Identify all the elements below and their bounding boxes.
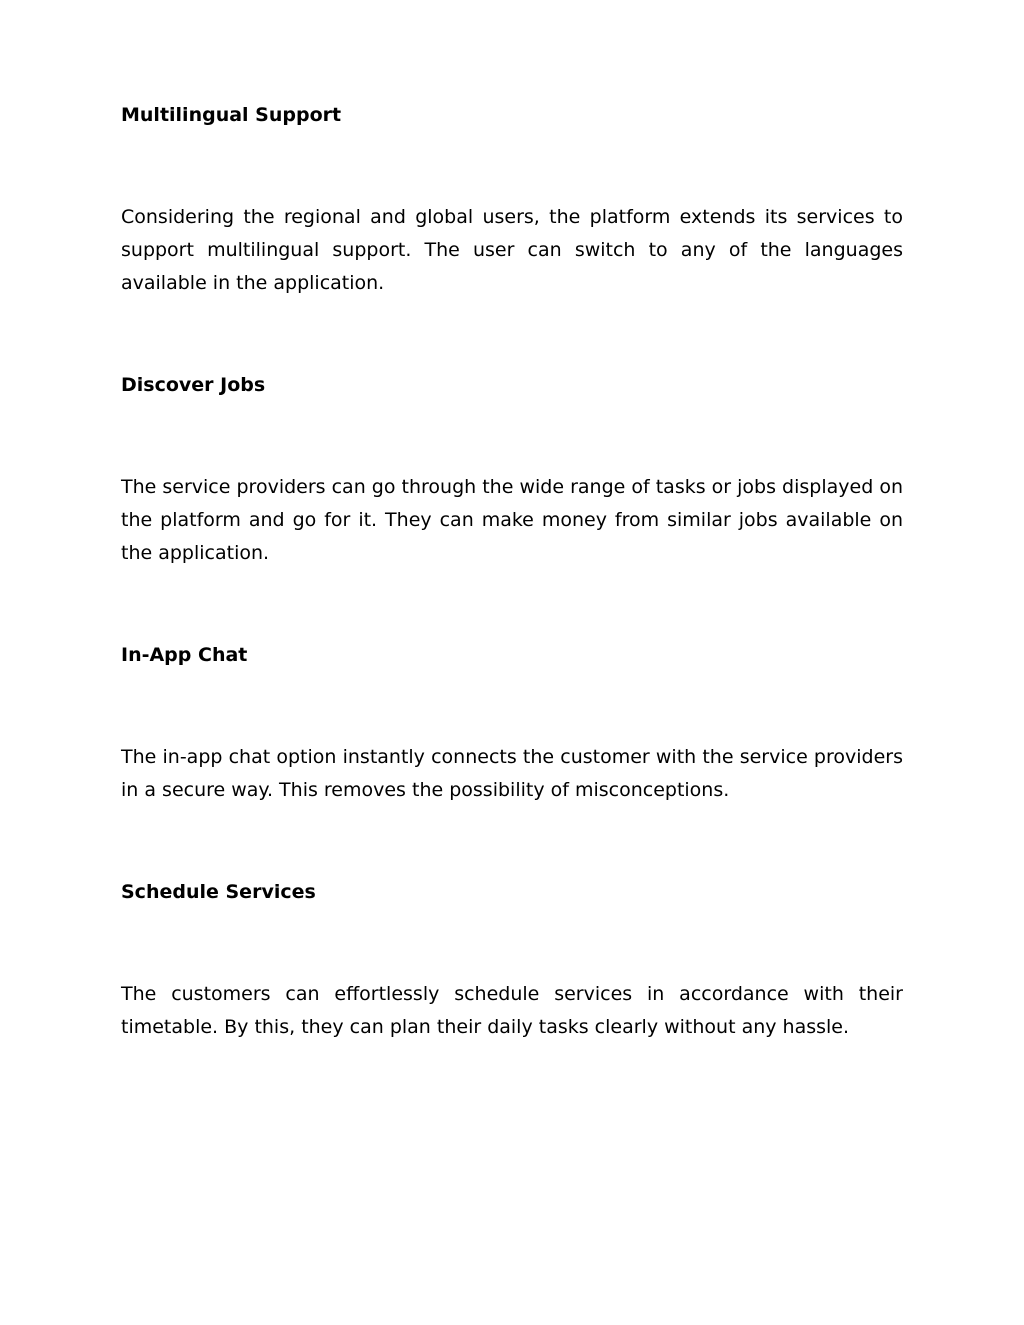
section-heading-discover-jobs: Discover Jobs [121, 374, 266, 396]
section-body-multilingual-support: Considering the regional and global users, the platform extends its services to support multilingual support. The user can switch to any of the languages available in the application. [121, 206, 903, 294]
section-heading-multilingual-support: Multilingual Support [121, 104, 342, 126]
section-body-discover-jobs: The service providers can go through the wide range of tasks or jobs displayed on the platform and go for it. They can make money from similar jobs available on the application. [121, 476, 903, 564]
section-heading-schedule-services: Schedule Services [121, 881, 316, 903]
section-body-in-app-chat: The in-app chat option instantly connects the customer with the service providers in a secure way. This removes the possibility of misconceptions. [121, 746, 903, 801]
section-heading-in-app-chat: In-App Chat [121, 644, 248, 666]
section-body-schedule-services: The customers can effortlessly schedule services in accordance with their timetable. By this, they can plan their daily tasks clearly without any hassle. [121, 983, 903, 1038]
